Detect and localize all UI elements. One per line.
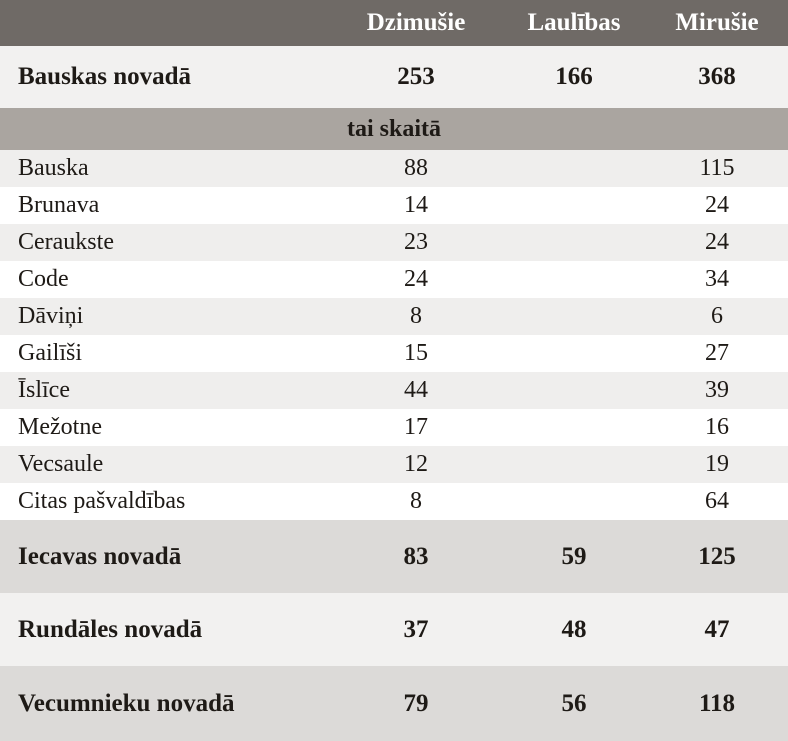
- rundale-total-row: [0, 593, 788, 666]
- row-name: Bauska: [18, 155, 89, 181]
- died-value: 16: [705, 414, 729, 440]
- row-name: Citas pašvaldības: [18, 488, 186, 514]
- died-value: 118: [698, 689, 736, 717]
- born-value: 24: [404, 266, 428, 292]
- row-name: Īslīce: [18, 377, 70, 403]
- marriages-value: 48: [561, 615, 587, 643]
- born-value: 88: [404, 155, 428, 181]
- born-value: 8: [410, 488, 422, 514]
- table-row: [0, 187, 788, 224]
- row-name: Brunava: [18, 192, 100, 218]
- row-name: Mežotne: [18, 414, 102, 440]
- row-name: Dāviņi: [18, 303, 84, 329]
- header-born: Dzimušie: [366, 9, 466, 36]
- marriages-value: 56: [561, 689, 587, 717]
- born-value: 79: [403, 689, 429, 717]
- died-value: 39: [705, 377, 729, 403]
- row-name: Ceraukste: [18, 229, 114, 255]
- subheader-row: [0, 108, 788, 150]
- born-value: 15: [404, 340, 428, 366]
- table-row: [0, 261, 788, 298]
- table-row: [0, 298, 788, 335]
- died-value: 125: [698, 542, 736, 570]
- born-value: 23: [404, 229, 428, 255]
- iecava-total-row: [0, 520, 788, 593]
- died-value: 24: [705, 229, 729, 255]
- died-value: 115: [699, 155, 735, 181]
- table-row: [0, 224, 788, 261]
- born-value: 253: [397, 63, 435, 90]
- table-row: [0, 446, 788, 483]
- vecumnieki-total-row: [0, 666, 788, 741]
- died-value: 64: [705, 488, 729, 514]
- row-name: Bauskas novadā: [18, 63, 191, 90]
- born-value: 37: [403, 615, 429, 643]
- marriages-value: 166: [555, 63, 593, 90]
- table-row: [0, 372, 788, 409]
- row-name: Vecumnieku novadā: [18, 689, 235, 717]
- subheader-label: tai skaitā: [346, 115, 441, 142]
- header-died: Mirušie: [675, 9, 759, 36]
- marriages-value: 59: [561, 542, 587, 570]
- row-name: Rundāles novadā: [18, 615, 203, 643]
- table-row: [0, 409, 788, 446]
- table-header: [0, 0, 788, 46]
- row-name: Vecsaule: [18, 451, 104, 477]
- row-name: Code: [18, 266, 69, 292]
- died-value: 19: [705, 451, 729, 477]
- died-value: 6: [711, 303, 723, 329]
- row-name: Gailīši: [18, 340, 82, 366]
- born-value: 12: [404, 451, 428, 477]
- table-row: [0, 150, 788, 187]
- header-marriages: Laulības: [527, 9, 621, 36]
- table-row: [0, 335, 788, 372]
- born-value: 14: [404, 192, 428, 218]
- born-value: 17: [404, 414, 428, 440]
- born-value: 8: [410, 303, 422, 329]
- died-value: 368: [698, 63, 736, 90]
- died-value: 24: [705, 192, 729, 218]
- table-row: [0, 483, 788, 520]
- bauska-total-row: [0, 46, 788, 108]
- row-name: Iecavas novadā: [18, 542, 182, 570]
- born-value: 44: [404, 377, 428, 403]
- died-value: 27: [705, 340, 729, 366]
- died-value: 34: [705, 266, 729, 292]
- died-value: 47: [704, 615, 730, 643]
- born-value: 83: [403, 542, 429, 570]
